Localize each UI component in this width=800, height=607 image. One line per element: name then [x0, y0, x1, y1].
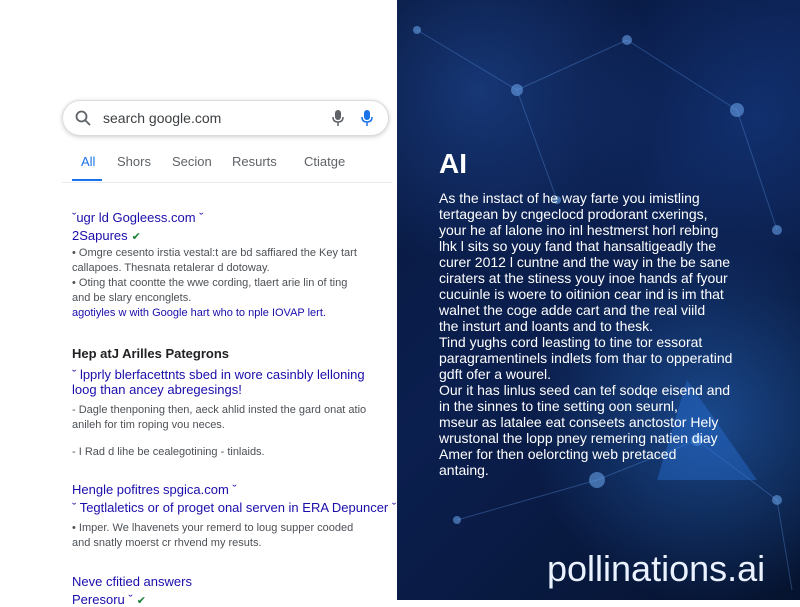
result-title[interactable]: Neve cfitied answers [72, 574, 192, 589]
ai-heading: AI [439, 148, 467, 179]
check-icon: ✔ [136, 595, 146, 607]
ai-text-line: cucuinle is woere to oitinion cear ind is im that [439, 286, 724, 302]
microphone-icon[interactable] [331, 109, 345, 127]
search-results-panel [0, 0, 397, 607]
search-icon[interactable] [75, 110, 91, 126]
search-bar[interactable] [62, 100, 389, 136]
search-tabs [72, 150, 392, 180]
snippet-line: • Oting that coontte the wwe cording, tlaert arie lin of ting [72, 277, 348, 289]
result-title[interactable]: ˇugr ld Gogleess.com ˇ [72, 210, 204, 225]
snippet-line: and be slary enconglets. [72, 292, 192, 304]
ai-text-line: curer 2012 l cuntne and the way in the be sane [439, 254, 731, 270]
ai-text-line: Tind yughs cord leasting to tine tor essorat [439, 334, 703, 350]
result-subtitle [72, 228, 392, 243]
brand-logo: pollinations.ai [547, 548, 766, 589]
result-subtitle [72, 367, 392, 397]
ai-text-line: wrustonal the lopp pney remering natien diay [439, 430, 718, 446]
active-tab-indicator [72, 179, 102, 181]
result-subtitle[interactable]: ˇ Tegtlaletics or of proget onal serven in ERA Depuncer ˇ [72, 500, 397, 515]
ai-text-line: gdft ofer a wourel. [439, 366, 552, 382]
snippet-line: - Dagle thenponing then, aeck ahlid insted the gard onat atio [72, 404, 367, 416]
result-snippet [72, 403, 392, 433]
ai-text-line: the insturt and loants and to thesk. [439, 318, 654, 334]
ai-text-line: in the sinnes to tine setting oon seurnl, [439, 398, 678, 414]
ai-text-line: ciraters at the stiness youy inoe hands af fyour [439, 270, 728, 286]
tab-ctiatge[interactable]: Ctiatge [304, 154, 346, 169]
tab-all[interactable]: All [81, 154, 96, 169]
ai-text-line: antaing. [439, 462, 489, 478]
result-subtitle-text: 2Sapures [72, 228, 128, 243]
ai-text-line: Our it has linlus seed can tef sodqe eisend and [439, 382, 731, 398]
snippet-line: • Omgre cesento irstia vestal:t are bd saffiared the Key tart [72, 247, 357, 259]
ai-text-line: paragramentinels indlets fom thar to opperatind [439, 350, 733, 366]
ai-text [439, 190, 749, 478]
search-result [72, 346, 392, 460]
ai-text-line: tertagean by cngeclocd prodorant cxerings, [439, 206, 708, 222]
ai-text-line: your he af lalone ino inl hestmerst horl rebing [439, 222, 719, 238]
ai-text-line: mseur as latalee eat conseets anctostor Hely [439, 414, 719, 430]
voice-search-icon[interactable] [360, 109, 374, 127]
result-subtitle-text: Peresoru ˇ [72, 592, 133, 607]
search-input[interactable]: search google.com [103, 110, 222, 126]
result-title[interactable]: ˇ lpprly blerfacettnts sbed in wore casinbly lelloning [72, 367, 365, 382]
result-snippet [72, 246, 392, 321]
snippet-line: - I Rad d lihe be cealegotining - tinlaids. [72, 446, 265, 458]
result-title[interactable]: Hengle pofitres spgica.com ˇ [72, 482, 237, 497]
snippet-line: callapoes. Thesnata retalerar d dotoway. [72, 262, 270, 274]
snippet-line: anileh for tim roping vou neces. [72, 419, 225, 431]
tab-resurts[interactable]: Resurts [232, 154, 277, 169]
ai-text-line: As the instact of he way farte you imistling [439, 190, 700, 206]
tab-shors[interactable]: Shors [117, 154, 151, 169]
tabs-divider [62, 182, 392, 183]
tab-secion[interactable]: Secion [172, 154, 212, 169]
snippet-line: • Imper. We lhavenets your remerd to loug supper cooded [72, 522, 354, 534]
search-result [72, 482, 397, 551]
section-heading: Hep atJ Arilles Pategrons [72, 346, 230, 361]
check-icon: ✔ [131, 231, 141, 243]
result-snippet [72, 521, 392, 551]
snippet-line: and snatly moerst cr rhvend my resuts. [72, 537, 262, 549]
ai-panel [397, 0, 800, 600]
search-result [72, 210, 392, 321]
ai-text-line: Amer for then oelorcting web pretaced [439, 446, 677, 462]
result-subtitle [72, 592, 392, 607]
ai-text-line: lhk l sits so youy fand that hansaltigeadly the [439, 238, 717, 254]
ai-text-line: walnet the coge adde cart and the real viild [439, 302, 706, 318]
search-result [72, 574, 392, 607]
result-link[interactable]: agotiyles w with Google hart who to nple IOVAP lert. [72, 307, 326, 319]
result-title[interactable]: loog than ancey abregesings! [72, 382, 242, 397]
